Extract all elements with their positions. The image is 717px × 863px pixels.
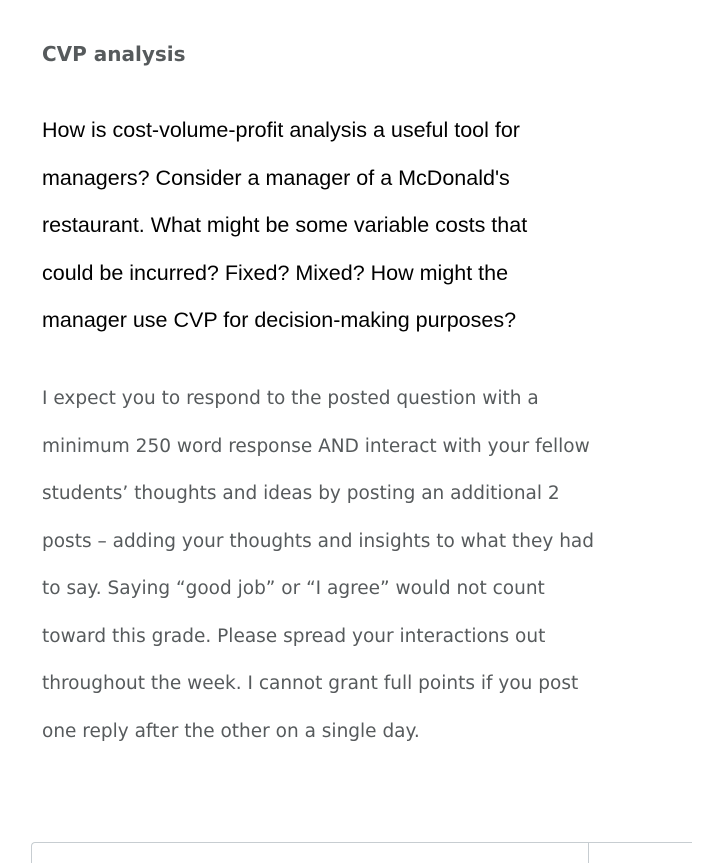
instruction-line: posts – adding your thoughts and insights to what they had: [42, 530, 595, 552]
question-line: manager use CVP for decision-making purposes?: [42, 308, 517, 332]
reply-box[interactable]: [31, 842, 692, 863]
post-title: CVP analysis: [42, 42, 186, 66]
question-line: restaurant. What might be some variable costs that: [42, 213, 528, 237]
instructions-paragraph: [42, 375, 672, 755]
question-line: How is cost-volume-profit analysis a useful tool for: [42, 118, 520, 142]
instruction-line: throughout the week. I cannot grant full points if you post: [42, 673, 579, 694]
instruction-line: one reply after the other on a single day.: [42, 720, 420, 742]
instruction-line: students’ thoughts and ideas by posting an additional 2: [42, 483, 560, 504]
instruction-line: I expect you to respond to the posted question with a: [42, 388, 539, 409]
question-line: could be incurred? Fixed? Mixed? How might the: [42, 260, 509, 285]
instruction-line: toward this grade. Please spread your interactions out: [42, 625, 546, 647]
question-line: managers? Consider a manager of a McDonald's: [42, 165, 510, 190]
instruction-line: minimum 250 word response AND interact with your fellow: [42, 435, 590, 457]
instruction-line: to say. Saying “good job” or “I agree” would not count: [42, 578, 545, 599]
reply-box-divider: [588, 843, 589, 863]
discussion-question: [42, 107, 642, 345]
